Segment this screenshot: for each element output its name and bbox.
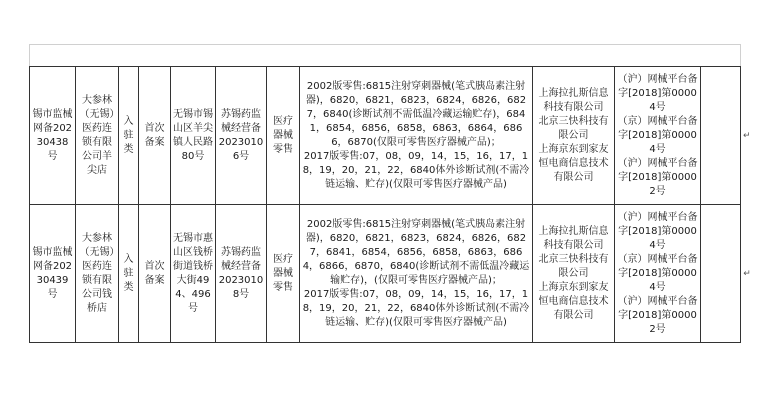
table-row [30, 205, 754, 343]
row-end-mark [741, 67, 754, 205]
empty-cell [701, 205, 741, 343]
registration-table [29, 66, 754, 343]
platform-filing-cell [615, 67, 701, 205]
address-cell: 无锡市锡山区羊尖镇人民路80号 [171, 67, 216, 205]
registration-number-cell: 锡市监械网备20230438号 [30, 67, 76, 205]
platform-name: 北京三快科技有限公司 [538, 115, 609, 141]
platform-name: 上海拉扎斯信息科技有限公司 [538, 87, 609, 113]
license-number-cell: 苏锡药监械经营备20230108号 [216, 205, 267, 343]
company-name-cell: 大参林（无锡）医药连锁有限公司羊尖店 [76, 67, 119, 205]
margin-guide-top [29, 44, 741, 45]
margin-guide-right [740, 44, 741, 66]
platform-filing-number: （京）网械平台备字[2018]第00004号 [617, 253, 698, 293]
company-name-cell: 大参林（无锡）医药连锁有限公司钱桥店 [76, 205, 119, 343]
filing-type-cell: 首次备案 [139, 67, 171, 205]
platform-filing-number: （京）网械平台备字[2018]第00004号 [617, 115, 698, 155]
address-cell: 无锡市惠山区钱桥街道钱桥大街494、496号 [171, 205, 216, 343]
platform-name: 上海拉扎斯信息科技有限公司 [538, 225, 609, 251]
scope-2002-text: 2002版零售:6815注射穿刺器械(笔式胰岛素注射器)，6820，6821，6823，6824，6826，6827，6840(诊断试剂不需低温冷藏运输贮存)，6841，6854，6856，6858，6863，6864，6866，6870(仅限可零售医疗器械产品)； [305, 80, 527, 148]
type-cell: 入驻类 [119, 205, 139, 343]
empty-cell [701, 67, 741, 205]
registration-number-cell: 锡市监械网备20230439号 [30, 205, 76, 343]
platform-filing-cell [615, 205, 701, 343]
business-type-cell: 医疗器械零售 [267, 205, 300, 343]
business-scope-cell [300, 67, 533, 205]
business-type-cell: 医疗器械零售 [267, 67, 300, 205]
platform-filing-number: （沪）网械平台备字[2018]第00004号 [617, 73, 698, 113]
platform-filing-number: （沪）网械平台备字[2018]第00004号 [617, 211, 698, 251]
scope-2017-text: 2017版零售:07，08，09，14，15，16，17，18，19，20，21，22，6840体外诊断试剂(不需冷链运输、贮存)(仅限可零售医疗器械产品) [302, 150, 530, 190]
platform-name: 上海京东到家友恒电商信息技术有限公司 [538, 281, 609, 321]
scope-2002-text: 2002版零售:6815注射穿刺器械(笔式胰岛素注射器)，6820，6821，6823，6824，6826，6827，6841，6854，6856，6858，6863，6864，6866，6870，6840(诊断试剂不需低温冷藏运输贮存)，(仅限可零售医疗器械产品)； [302, 218, 530, 286]
cell-end-mark: ↵ [743, 130, 751, 141]
platform-filing-number: （沪）网械平台备字[2018]第00002号 [617, 295, 698, 335]
platform-filing-number: （沪）网械平台备字[2018]第00002号 [617, 157, 698, 197]
platform-name: 北京三快科技有限公司 [538, 253, 609, 279]
business-scope-cell [300, 205, 533, 343]
row-end-mark [741, 205, 754, 343]
filing-type-cell: 首次备案 [139, 205, 171, 343]
margin-guide-left [29, 44, 30, 66]
platform-company-cell [533, 67, 615, 205]
license-number-cell: 苏锡药监械经营备20230106号 [216, 67, 267, 205]
scope-2017-text: 2017版零售:07，08，09，14，15，16，17，18，19，20，21，22，6840体外诊断试剂(不需冷链运输、贮存)(仅限可零售医疗器械产品) [302, 288, 530, 328]
table-row [30, 67, 754, 205]
platform-company-cell [533, 205, 615, 343]
type-cell: 入驻类 [119, 67, 139, 205]
platform-name: 上海京东到家友恒电商信息技术有限公司 [538, 143, 609, 183]
cell-end-mark: ↵ [743, 268, 751, 279]
